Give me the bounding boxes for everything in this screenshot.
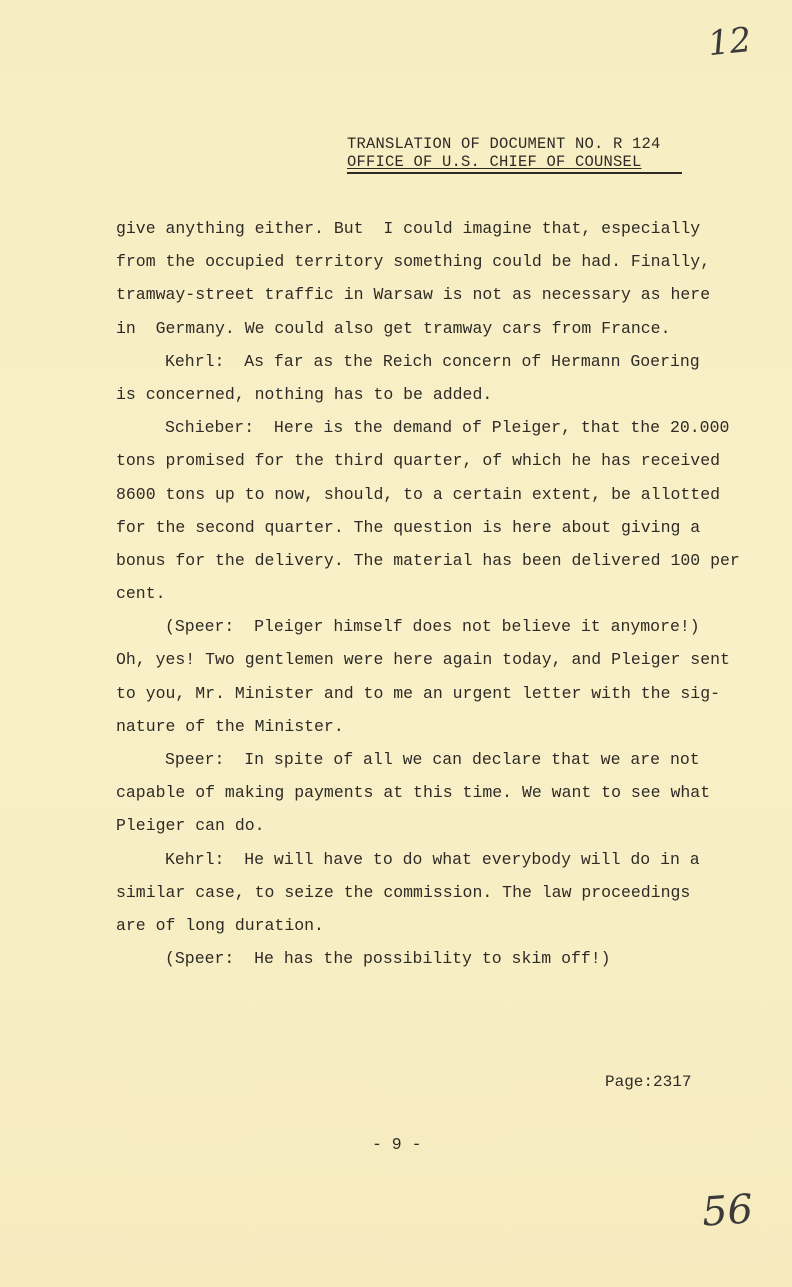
text-line: Pleiger can do. <box>116 816 265 836</box>
text-line: cent. <box>116 584 166 604</box>
page-reference: Page:2317 <box>605 1073 692 1091</box>
header-underline <box>347 172 682 174</box>
text-line: nature of the Minister. <box>116 716 344 736</box>
text-line: capable of making payments at this time. We want to see what <box>116 783 711 803</box>
document-body <box>116 218 740 981</box>
handwritten-page-number: 12 <box>706 19 754 65</box>
text-line: (Speer: He has the possibility to skim off!) <box>165 949 611 969</box>
text-line: Speer: In spite of all we can declare that we are not <box>165 750 700 769</box>
text-line: in Germany. We could also get tramway cars from France. <box>116 318 671 338</box>
page-number: - 9 - <box>372 1135 422 1154</box>
document-title: TRANSLATION OF DOCUMENT NO. R 124 <box>347 135 661 153</box>
text-line: Kehrl: He will have to do what everybody will do in a <box>165 849 700 869</box>
text-line: give anything either. But I could imagine that, especially <box>116 219 701 238</box>
text-line: Oh, yes! Two gentlemen were here again today, and Pleiger sent <box>116 650 730 670</box>
text-line: is concerned, nothing has to be added. <box>116 384 493 404</box>
text-line: Kehrl: As far as the Reich concern of Hermann Goering <box>165 351 700 371</box>
text-line: to you, Mr. Minister and to me an urgent letter with the sig- <box>116 683 720 703</box>
text-line: tramway-street traffic in Warsaw is not as necessary as here <box>116 285 711 305</box>
text-line: are of long duration. <box>116 915 324 935</box>
text-line: similar case, to seize the commission. The law proceedings <box>116 882 691 902</box>
text-line: (Speer: Pleiger himself does not believe it anymore!) <box>165 617 700 637</box>
handwritten-folio-number: 56 <box>700 1186 755 1236</box>
text-line: tons promised for the third quarter, of which he has received <box>116 451 720 471</box>
text-line: for the second quarter. The question is here about giving a <box>116 517 701 537</box>
text-line: from the occupied territory something could be had. Finally, <box>116 252 711 272</box>
document-office: OFFICE OF U.S. CHIEF OF COUNSEL <box>347 153 642 171</box>
text-line: 8600 tons up to now, should, to a certain extent, be allotted <box>116 484 720 504</box>
text-line: Schieber: Here is the demand of Pleiger, that the 20.000 <box>165 418 730 438</box>
text-line: bonus for the delivery. The material has been delivered 100 per <box>116 550 740 570</box>
